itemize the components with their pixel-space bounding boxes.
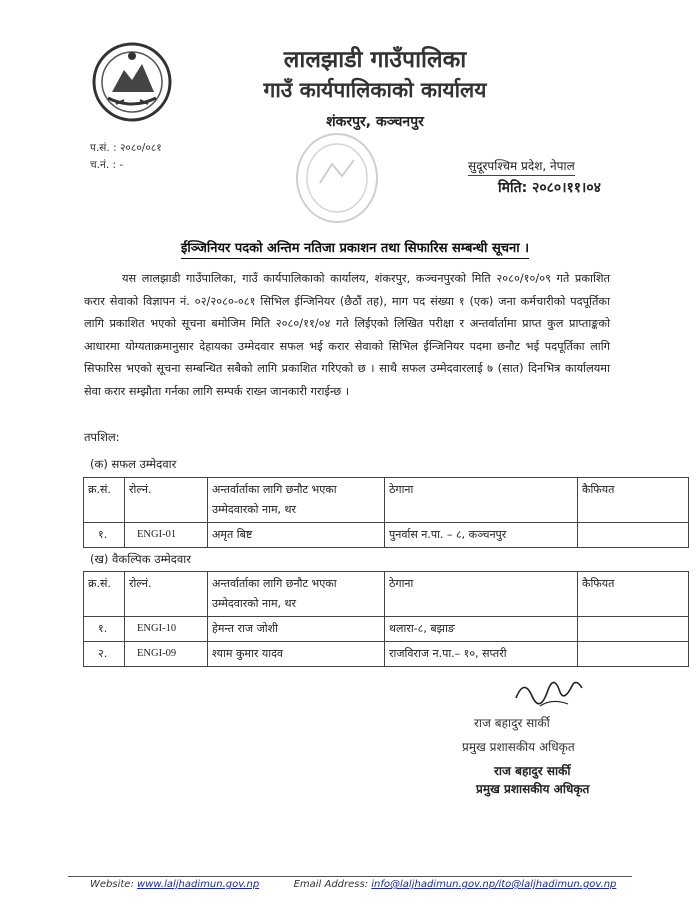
- cell-roll: ENGI-01: [125, 523, 208, 548]
- header-address: ठेगाना: [385, 572, 578, 617]
- cell-address: राजविराज न.पा.– १०, सप्तरी: [385, 642, 578, 667]
- header-serial: क्र.सं.: [84, 572, 125, 617]
- notice-body: यस लालझाडी गाउँपालिका, गाउँ कार्यपालिकाको कार्यालय, शंकरपुर, कञ्चनपुरको मिति २०८०/१०/०९ गते प्रकाशित करार सेवाको विज्ञापन नं. ०२/२०८०-०८१ सिभिल ईन्जिनियर (छैठौं तह), माग पद संख्या १ (एक) जना कर्मचारीको पदपूर्तिका लागि प्रकाशित भएको सूचना बमोजिम मिति २०८०/११/०४ गते लिईएको लिखित परीक्षा र अन्तर्वार्तामा प्राप्त कुल प्राप्ताङ्कको आधारमा योग्यताक्रमानुसार देहायका उम्मेदवार सफल भई करार सेवाको सिभिल ईन्जिनियर पदमा छनौट भई पदपूर्तिका लागि सिफारिस भएको सूचना सम्बन्धित सबैको लागि प्रकाशित गरिएको छ । साथै सफल उम्मेदवारलाई ७ (सात) दिनभित्र कार्यालयमा सेवा करार सम्झौता गर्नका लागि सम्पर्क राख्न जानकारी गराईन्छ ।: [84, 272, 610, 398]
- alternate-candidates-heading: (ख) वैकल्पिक उम्मेदवार: [90, 552, 191, 566]
- notice-title-text: ईञ्जिनियर पदको अन्तिम नतिजा प्रकाशन तथा सिफारिस सम्बन्धी सूचना ।: [181, 241, 529, 259]
- alternate-candidates-table: [83, 571, 689, 667]
- cell-roll: ENGI-09: [125, 642, 208, 667]
- dispatch-number: च.नं. : -: [90, 159, 124, 171]
- cell-serial: १.: [84, 617, 125, 642]
- table-header-row: [84, 478, 689, 523]
- cell-serial: १.: [84, 523, 125, 548]
- cell-remarks: [578, 617, 689, 642]
- signature-scribble: [510, 668, 590, 710]
- email-label: Email Address:: [293, 879, 369, 890]
- header-roll: रोल्नं.: [125, 478, 208, 523]
- header-name: अन्तर्वार्ताका लागि छनौट भएका उम्मेदवारको नाम, थर: [208, 478, 385, 523]
- cell-name: अमृत बिष्ट: [208, 523, 385, 548]
- nepal-emblem-icon: [90, 40, 174, 124]
- footer: [90, 879, 650, 890]
- signer-name: राज बहादुर सार्की: [474, 716, 550, 730]
- table-row: [84, 523, 689, 548]
- office-name: गाउँ कार्यपालिकाको कार्यालय: [263, 78, 487, 102]
- table-header-row: [84, 572, 689, 617]
- province-line: सुदूरपश्चिम प्रदेश, नेपाल: [468, 157, 575, 176]
- cell-address: पुनर्वास न.पा. – ८, कञ्चनपुर: [385, 523, 578, 548]
- stamp-signer-title: प्रमुख प्रशासकीय अधिकृत: [476, 782, 590, 796]
- table-row: [84, 617, 689, 642]
- footer-divider: [68, 876, 632, 877]
- cell-name: श्याम कुमार यादव: [208, 642, 385, 667]
- header-name: अन्तर्वार्ताका लागि छनौट भएका उम्मेदवारको नाम, थर: [208, 572, 385, 617]
- details-heading: तपशिल:: [84, 430, 120, 444]
- header-remarks: कैफियत: [578, 478, 689, 523]
- office-seal-icon: [292, 128, 382, 228]
- header-roll: रोल्नं.: [125, 572, 208, 617]
- reference-number: प.सं. : २०८०/०८१: [90, 142, 162, 154]
- cell-roll: ENGI-10: [125, 617, 208, 642]
- cell-remarks: [578, 642, 689, 667]
- org-name: लालझाडी गाउँपालिका: [283, 47, 467, 73]
- table-row: [84, 642, 689, 667]
- successful-candidates-table: [83, 477, 689, 548]
- header-remarks: कैफियत: [578, 572, 689, 617]
- email-link[interactable]: info@laljhadimun.gov.np/ito@laljhadimun.gov.np: [371, 879, 617, 890]
- header-address: ठेगाना: [385, 478, 578, 523]
- cell-address: थलारा-८, बझाङ: [385, 617, 578, 642]
- header-serial: क्र.सं.: [84, 478, 125, 523]
- notice-title: [100, 238, 610, 256]
- cell-serial: २.: [84, 642, 125, 667]
- cell-remarks: [578, 523, 689, 548]
- office-address: शंकरपुर, कञ्चनपुर: [326, 114, 424, 130]
- cell-name: हेमन्त राज जोशी: [208, 617, 385, 642]
- notice-date: मिति: २०८०।११।०४: [498, 180, 601, 196]
- stamp-signer-name: राज बहादुर सार्की: [494, 764, 571, 778]
- website-label: Website:: [90, 879, 134, 890]
- signer-title: प्रमुख प्रशासकीय अधिकृत: [462, 740, 575, 754]
- successful-candidates-heading: (क) सफल उम्मेदवार: [90, 457, 177, 471]
- website-link[interactable]: www.laljhadimun.gov.np: [137, 879, 260, 890]
